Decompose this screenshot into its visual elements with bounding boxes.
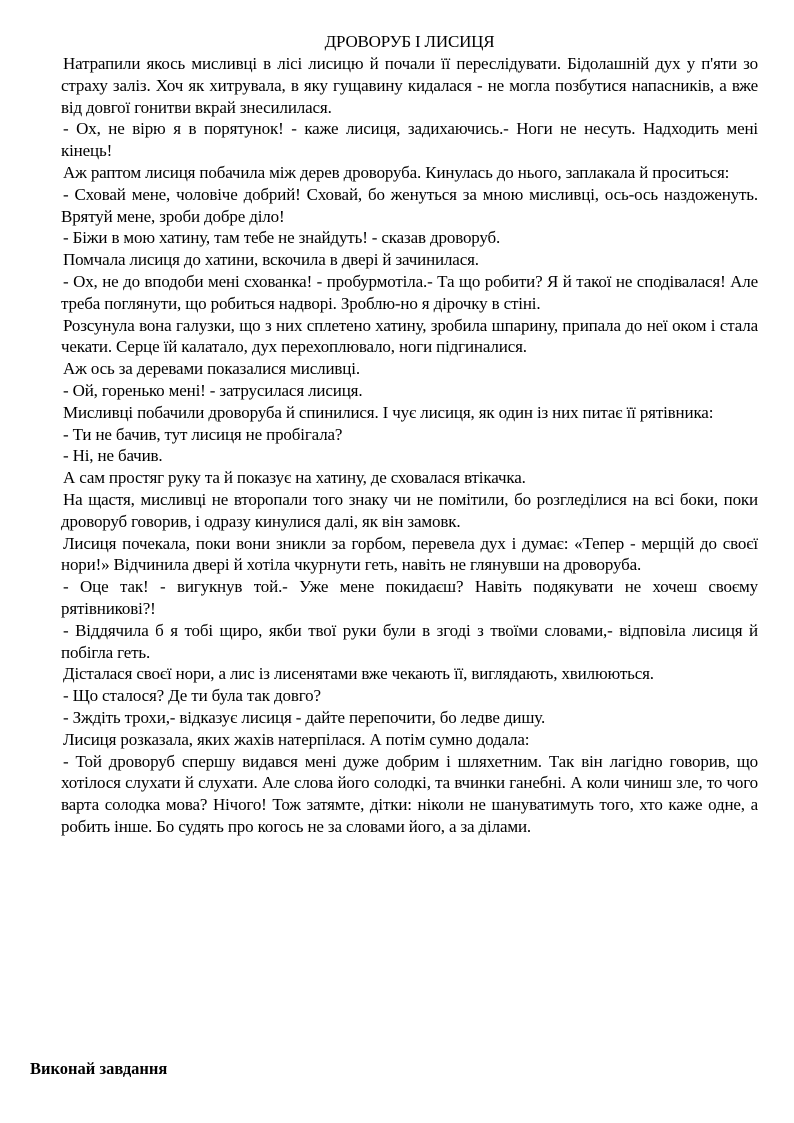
paragraph: - Ти не бачив, тут лисиця не пробігала?	[63, 424, 343, 444]
paragraph: Розсунула вона галузки, що з них сплетено хатину, зробила шпарину, припала до неї оком і стала чекати. Серце їй калатало, дух перехоплювало, ноги підгиналися.	[61, 315, 758, 357]
task-heading: Виконай завдання	[30, 1059, 168, 1078]
paragraph: А сам простяг руку та й показує на хатину, де сховалася втікачка.	[63, 468, 526, 488]
paragraph: - Сховай мене, чоловіче добрий! Сховай, бо женуться за мною мисливці, ось-ось наздоженуть. Врятуй мене, зроби добре діло!	[61, 184, 758, 226]
paragraph: - Зждіть трохи,- відказує лисиця - дайте перепочити, бо ледве дишу.	[63, 707, 546, 727]
paragraph: - Той дроворуб спершу видався мені дуже добрим і шляхетним. Так він лагідно говорив, що хотілося слухати й слухати. Але слова його солодкі, та вчинки ганебні. А коли чиниш зле, то чого варта солодка мова? Нічого! Тож затямте, дітки: ніколи не шануватимуть того, хто каже одне, а робить інше. Бо судять про когось не за словами його, а за ділами.	[61, 751, 758, 836]
paragraph: - Ох, не до вподоби мені схованка! - пробурмотіла.- Та що робити? Я й такої не сподівалася! Але треба поглянути, що робиться надворі. Зроблю-но я дірочку в стіні.	[61, 271, 758, 313]
page-title: ДРОВОРУБ І ЛИСИЦЯ	[324, 32, 495, 51]
paragraph: - Ох, не вірю я в порятунок! - каже лисиця, задихаючись.- Ноги не несуть. Надходить мені кінець!	[61, 119, 758, 161]
paragraph: Аж раптом лисиця побачила між дерев дроворуба. Кинулась до нього, заплакала й проситься:	[63, 162, 730, 182]
paragraph: - Біжи в мою хатину, там тебе не знайдуть! - сказав дроворуб.	[63, 228, 501, 248]
paragraph: На щастя, мисливці не второпали того знаку чи не помітили, бо розгледілися на всі боки, поки дроворуб говорив, і одразу кинулися далі, як він замовк.	[61, 489, 758, 531]
paragraph: - Ні, не бачив.	[63, 446, 163, 466]
paragraph: Натрапили якось мисливці в лісі лисицю й почали її переслідувати. Бідолашній дух у п'яти зо страху заліз. Хоч як хитрувала, в яку гущавину кидалася - не могла позбутися напасників, а вже від довгої гонитви вкрай знесилилася.	[61, 54, 758, 117]
paragraph: Дісталася своєї нори, а лис із лисенятами вже чекають її, виглядають, хвилюються.	[63, 664, 654, 684]
paragraph: Лисиця почекала, поки вони зникли за горбом, перевела дух і думає: «Тепер - мерщій до своєї нори!» Відчинила двері й хотіла чкурнути геть, навіть не глянувши на дроворуба.	[61, 533, 758, 575]
paragraph: - Що сталося? Де ти була так довго?	[63, 686, 321, 706]
paragraph: - Віддячила б я тобі щиро, якби твої руки були в згоді з твоїми словами,- відповіла лисиця й побігла геть.	[61, 620, 758, 662]
paragraph: Помчала лисиця до хатини, вскочила в двері й зачинилася.	[63, 250, 479, 270]
paragraph: - Оце так! - вигукнув той.- Уже мене покидаєш? Навіть подякувати не хочеш своєму рятівникові?!	[61, 577, 758, 618]
paragraph: Аж ось за деревами показалися мисливці.	[63, 359, 360, 379]
story-body	[61, 31, 758, 838]
paragraph: Мисливці побачили дроворуба й спинилися. І чує лисиця, як один із них питає її рятівника:	[63, 402, 714, 422]
paragraph: Лисиця розказала, яких жахів натерпілася. А потім сумно додала:	[63, 729, 530, 749]
paragraph: - Ой, горенько мені! - затрусилася лисиця.	[63, 380, 363, 400]
